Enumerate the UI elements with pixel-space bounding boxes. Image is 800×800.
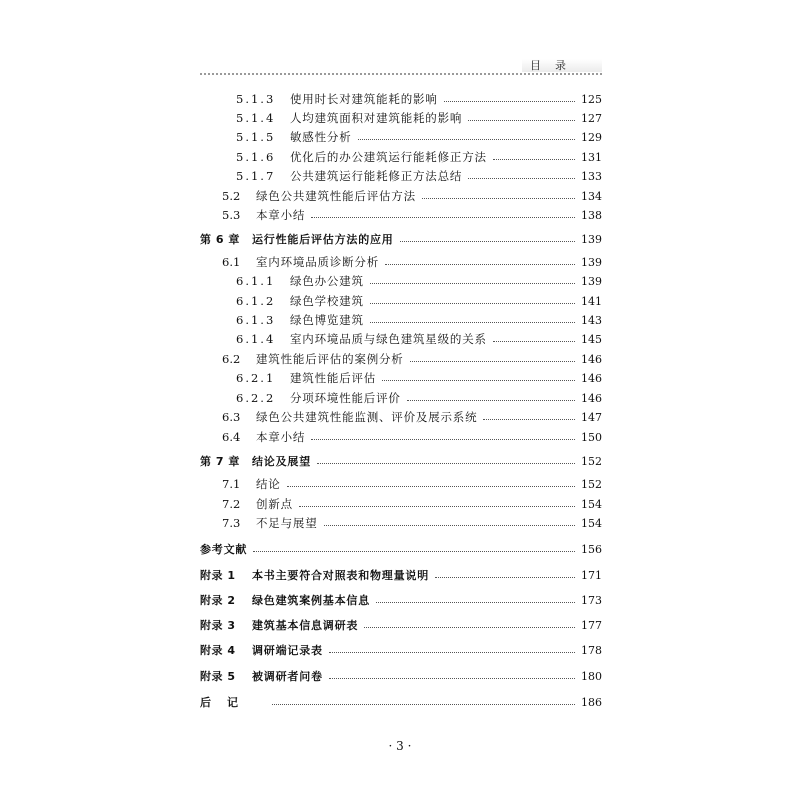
toc-entry [222, 474, 602, 494]
toc-entry-title: 创新点 [256, 497, 293, 511]
dot-leader [410, 361, 575, 362]
toc-entry-number: 5.1.6 [236, 150, 276, 164]
toc-entry [200, 229, 602, 249]
dot-leader [329, 678, 575, 679]
toc-entry-title: 敏感性分析 [290, 130, 352, 144]
toc-entry-number: 6.1 [222, 255, 241, 269]
dot-leader [317, 463, 575, 464]
toc-entry-page: 129 [581, 130, 602, 144]
toc-entry-title: 绿色学校建筑 [290, 294, 364, 308]
dot-leader [299, 506, 575, 507]
toc-entry-title: 人均建筑面积对建筑能耗的影响 [290, 111, 463, 125]
toc-entry-page: 146 [581, 371, 602, 385]
toc-entry-title: 参考文献 [200, 543, 248, 556]
toc-entry [200, 640, 602, 660]
toc-entry-number: 5.1.7 [236, 169, 276, 183]
toc-entry [236, 108, 602, 128]
toc-entry-page: 143 [581, 313, 602, 327]
toc-entry-page: 150 [581, 430, 602, 444]
running-header-title: 目录 [530, 59, 580, 72]
toc-entry [200, 451, 602, 471]
toc-entry [222, 427, 602, 447]
toc-entry-page: 173 [581, 593, 602, 607]
dot-leader [493, 159, 575, 160]
toc-entry-number: 6.2 [222, 352, 241, 366]
toc-entry-page: 154 [581, 497, 602, 511]
toc-entry-page: 133 [581, 169, 602, 183]
toc-entry-page: 178 [581, 643, 602, 657]
toc-entry [236, 89, 602, 109]
toc-entry-page: 141 [581, 294, 602, 308]
toc-entry-page: 152 [581, 477, 602, 491]
toc-entry-title: 本章小结 [256, 208, 306, 222]
toc-entry-page: 152 [581, 454, 602, 468]
dot-leader [358, 139, 576, 140]
toc-entry-number: 附录 3 [200, 619, 236, 632]
dot-leader [400, 241, 575, 242]
toc-entry [200, 590, 602, 610]
toc-entry-page: 177 [581, 618, 602, 632]
toc-entry-number: 第 7 章 [200, 455, 240, 468]
toc-entry [236, 368, 602, 388]
toc-entry-number: 附录 5 [200, 670, 236, 683]
toc-entry-number: 附录 4 [200, 644, 236, 657]
toc-entry-title: 建筑性能后评估 [290, 371, 377, 385]
toc-entry-page: 127 [581, 111, 602, 125]
toc-entry-title: 绿色建筑案例基本信息 [252, 594, 370, 607]
dot-leader [370, 322, 575, 323]
toc-entry-number: 5.2 [222, 189, 241, 203]
toc-entry-title: 不足与展望 [256, 516, 318, 530]
toc-entry-title: 调研端记录表 [252, 644, 323, 657]
toc-entry [200, 666, 602, 686]
toc-entry-number: 7.3 [222, 516, 241, 530]
toc-entry [222, 349, 602, 369]
toc-entry-number: 第 6 章 [200, 233, 240, 246]
toc-entry-page: 171 [581, 568, 602, 582]
toc-entry-page: 146 [581, 352, 602, 366]
dot-leader [422, 198, 575, 199]
toc-entry-title: 本书主要符合对照表和物理量说明 [252, 569, 429, 582]
dot-leader [364, 627, 575, 628]
dot-leader [370, 283, 575, 284]
toc-entry [200, 539, 602, 559]
dot-leader [385, 264, 575, 265]
toc-entry-number: 5.3 [222, 208, 241, 222]
toc-entry [236, 329, 602, 349]
toc-entry [236, 147, 602, 167]
toc-entry-title: 绿色博览建筑 [290, 313, 364, 327]
toc-entry-title: 公共建筑运行能耗修正方法总结 [290, 169, 463, 183]
toc-entry-page: 139 [581, 274, 602, 288]
toc-entry-number: 6.2.1 [236, 371, 276, 385]
toc-entry [200, 615, 602, 635]
toc-entry [236, 127, 602, 147]
toc-entry-number: 5.1.5 [236, 130, 276, 144]
toc-entry-number: 7.1 [222, 477, 241, 491]
dot-leader [407, 400, 575, 401]
toc-entry-title: 使用时长对建筑能耗的影响 [290, 92, 438, 106]
toc-entry-number: 7.2 [222, 497, 241, 511]
toc-entry-number: 6.1.2 [236, 294, 276, 308]
toc-entry-title: 被调研者问卷 [252, 670, 323, 683]
toc-entry-page: 147 [581, 410, 602, 424]
dot-leader [435, 577, 575, 578]
toc-entry-number: 6.1.4 [236, 332, 276, 346]
toc-entry-title: 优化后的办公建筑运行能耗修正方法 [290, 150, 487, 164]
toc-entry-number: 附录 1 [200, 569, 236, 582]
toc-entry [222, 494, 602, 514]
toc-entry-page: 131 [581, 150, 602, 164]
toc-entry-page: 146 [581, 391, 602, 405]
toc-entry-title: 绿色办公建筑 [290, 274, 364, 288]
toc-entry-number: 5.1.3 [236, 92, 276, 106]
page-number: · 3 · [388, 739, 412, 753]
toc-entry-page: 139 [581, 232, 602, 246]
toc-entry-title: 室内环境品质与绿色建筑星级的关系 [290, 332, 487, 346]
toc-entry-title: 本章小结 [256, 430, 306, 444]
dot-leader [483, 419, 575, 420]
dot-leader [444, 101, 575, 102]
toc-entry-number: 附录 2 [200, 594, 236, 607]
toc-entry [236, 271, 602, 291]
toc-entry-title: 绿色公共建筑性能监测、评价及展示系统 [256, 410, 478, 424]
dot-leader [287, 486, 575, 487]
toc-entry-number: 6.1.1 [236, 274, 276, 288]
toc-entry-page: 154 [581, 516, 602, 530]
toc-entry [222, 513, 602, 533]
toc-entry-page: 139 [581, 255, 602, 269]
toc-entry-page: 156 [581, 542, 602, 556]
dot-leader [468, 178, 575, 179]
toc-entry-title: 分项环境性能后评价 [290, 391, 401, 405]
toc-entry-number: 6.2.2 [236, 391, 276, 405]
dot-leader [382, 380, 575, 381]
toc-entry-number: 5.1.4 [236, 111, 276, 125]
toc-entry-page: 180 [581, 669, 602, 683]
toc-entry-number: 6.3 [222, 410, 241, 424]
toc-entry [236, 166, 602, 186]
toc-entry [222, 186, 602, 206]
toc-entry-page: 186 [581, 695, 602, 709]
toc-entry [200, 565, 602, 585]
toc-entry [222, 252, 602, 272]
dot-leader [324, 525, 576, 526]
toc-entry-page: 145 [581, 332, 602, 346]
toc-entry [222, 205, 602, 225]
toc-entry-page: 125 [581, 92, 602, 106]
dot-leader [370, 303, 575, 304]
toc-entry-page: 134 [581, 189, 602, 203]
dot-leader [468, 120, 575, 121]
toc-entry [222, 407, 602, 427]
toc-entry-number: 6.4 [222, 430, 241, 444]
toc-entry [200, 692, 602, 712]
toc-entry [236, 291, 602, 311]
dot-leader [311, 439, 575, 440]
toc-entry-title: 绿色公共建筑性能后评估方法 [256, 189, 416, 203]
toc-entry-title: 运行性能后评估方法的应用 [252, 233, 394, 246]
toc-entry-title: 建筑基本信息调研表 [252, 619, 359, 632]
dot-leader [272, 704, 575, 705]
toc-entry [236, 310, 602, 330]
dot-leader [311, 217, 575, 218]
toc-entry-number: 6.1.3 [236, 313, 276, 327]
toc-entry-title: 室内环境品质诊断分析 [256, 255, 379, 269]
dot-leader [376, 602, 575, 603]
toc-entry [236, 388, 602, 408]
toc-entry-title: 结论及展望 [252, 455, 311, 468]
toc-entry-title: 建筑性能后评估的案例分析 [256, 352, 404, 366]
dot-leader [493, 341, 575, 342]
dot-leader [329, 652, 575, 653]
dot-leader [253, 551, 575, 552]
toc-entry-title: 结论 [256, 477, 281, 491]
toc-entry-page: 138 [581, 208, 602, 222]
toc-entry-number: 后记 [200, 696, 254, 709]
